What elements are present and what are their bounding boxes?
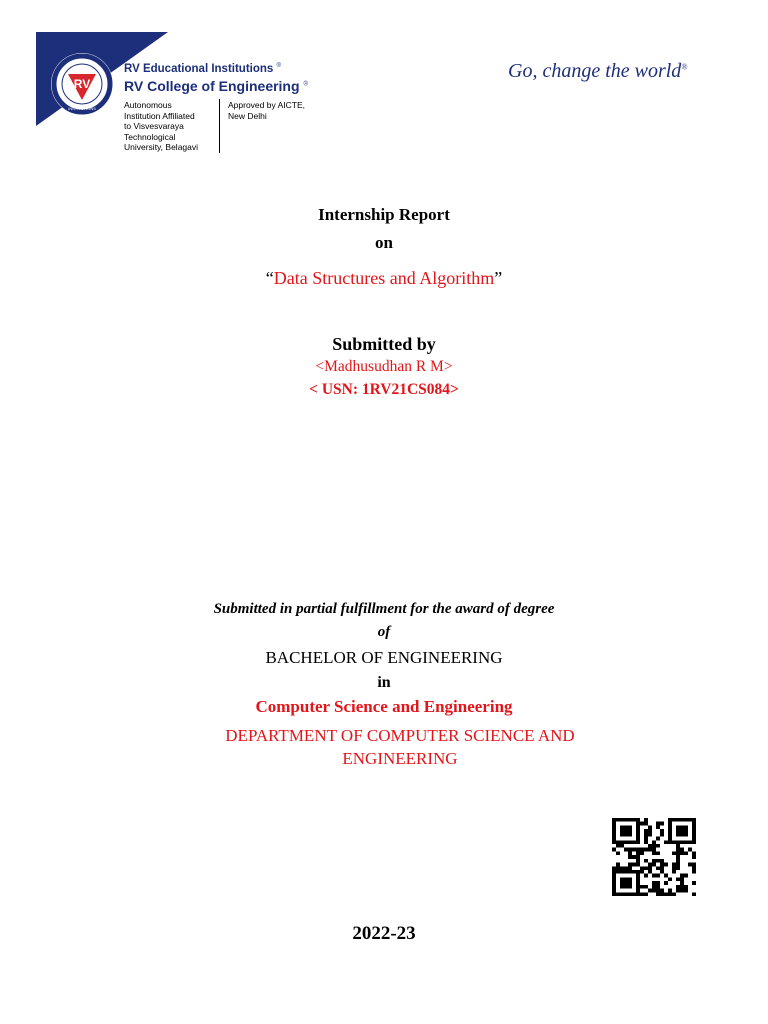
report-topic: “Data Structures and Algorithm” — [265, 268, 503, 288]
emblem-ring-label: INSTITUTIONS — [68, 106, 96, 111]
autonomy-statement — [124, 100, 216, 153]
approval-statement — [228, 100, 318, 121]
approval-line: Approved by AICTE, — [228, 100, 306, 110]
institution-group-name: RV Educational Institutions ® — [124, 63, 281, 75]
autonomy-line: University, Belagavi — [124, 142, 199, 152]
degree-in-label: in — [377, 674, 391, 691]
autonomy-line: Technological — [124, 131, 176, 142]
degree-of-label: of — [377, 624, 391, 640]
academic-year: 2022-23 — [352, 923, 416, 944]
college-tagline: Go, change the world® — [508, 60, 688, 82]
college-name: RV College of Engineering ® — [124, 78, 308, 94]
degree-name: BACHELOR OF ENGINEERING — [265, 648, 503, 667]
approval-line: New Delhi — [228, 110, 267, 121]
report-title: Internship Report — [318, 205, 450, 224]
report-on-label: on — [375, 233, 393, 252]
autonomy-line: Institution Affiliated — [124, 110, 195, 121]
qr-code — [612, 818, 696, 896]
emblem-letters: RV — [73, 77, 91, 91]
header-divider — [219, 99, 220, 153]
submitted-by-heading: Submitted by — [332, 334, 436, 354]
department-name: DEPARTMENT OF COMPUTER SCIENCE AND ENGINEERING — [225, 726, 575, 768]
qr-modules — [612, 818, 696, 896]
branch-name: Computer Science and Engineering — [255, 697, 513, 716]
student-usn: < USN: 1RV21CS084> — [309, 381, 459, 398]
student-name: <Madhusudhan R M> — [315, 358, 453, 375]
autonomy-line: Autonomous — [124, 100, 172, 110]
fulfillment-statement: Submitted in partial fulfillment for the award of degree — [213, 601, 555, 617]
autonomy-line: to Visvesvaraya — [124, 121, 184, 131]
college-emblem-logo — [50, 52, 114, 116]
